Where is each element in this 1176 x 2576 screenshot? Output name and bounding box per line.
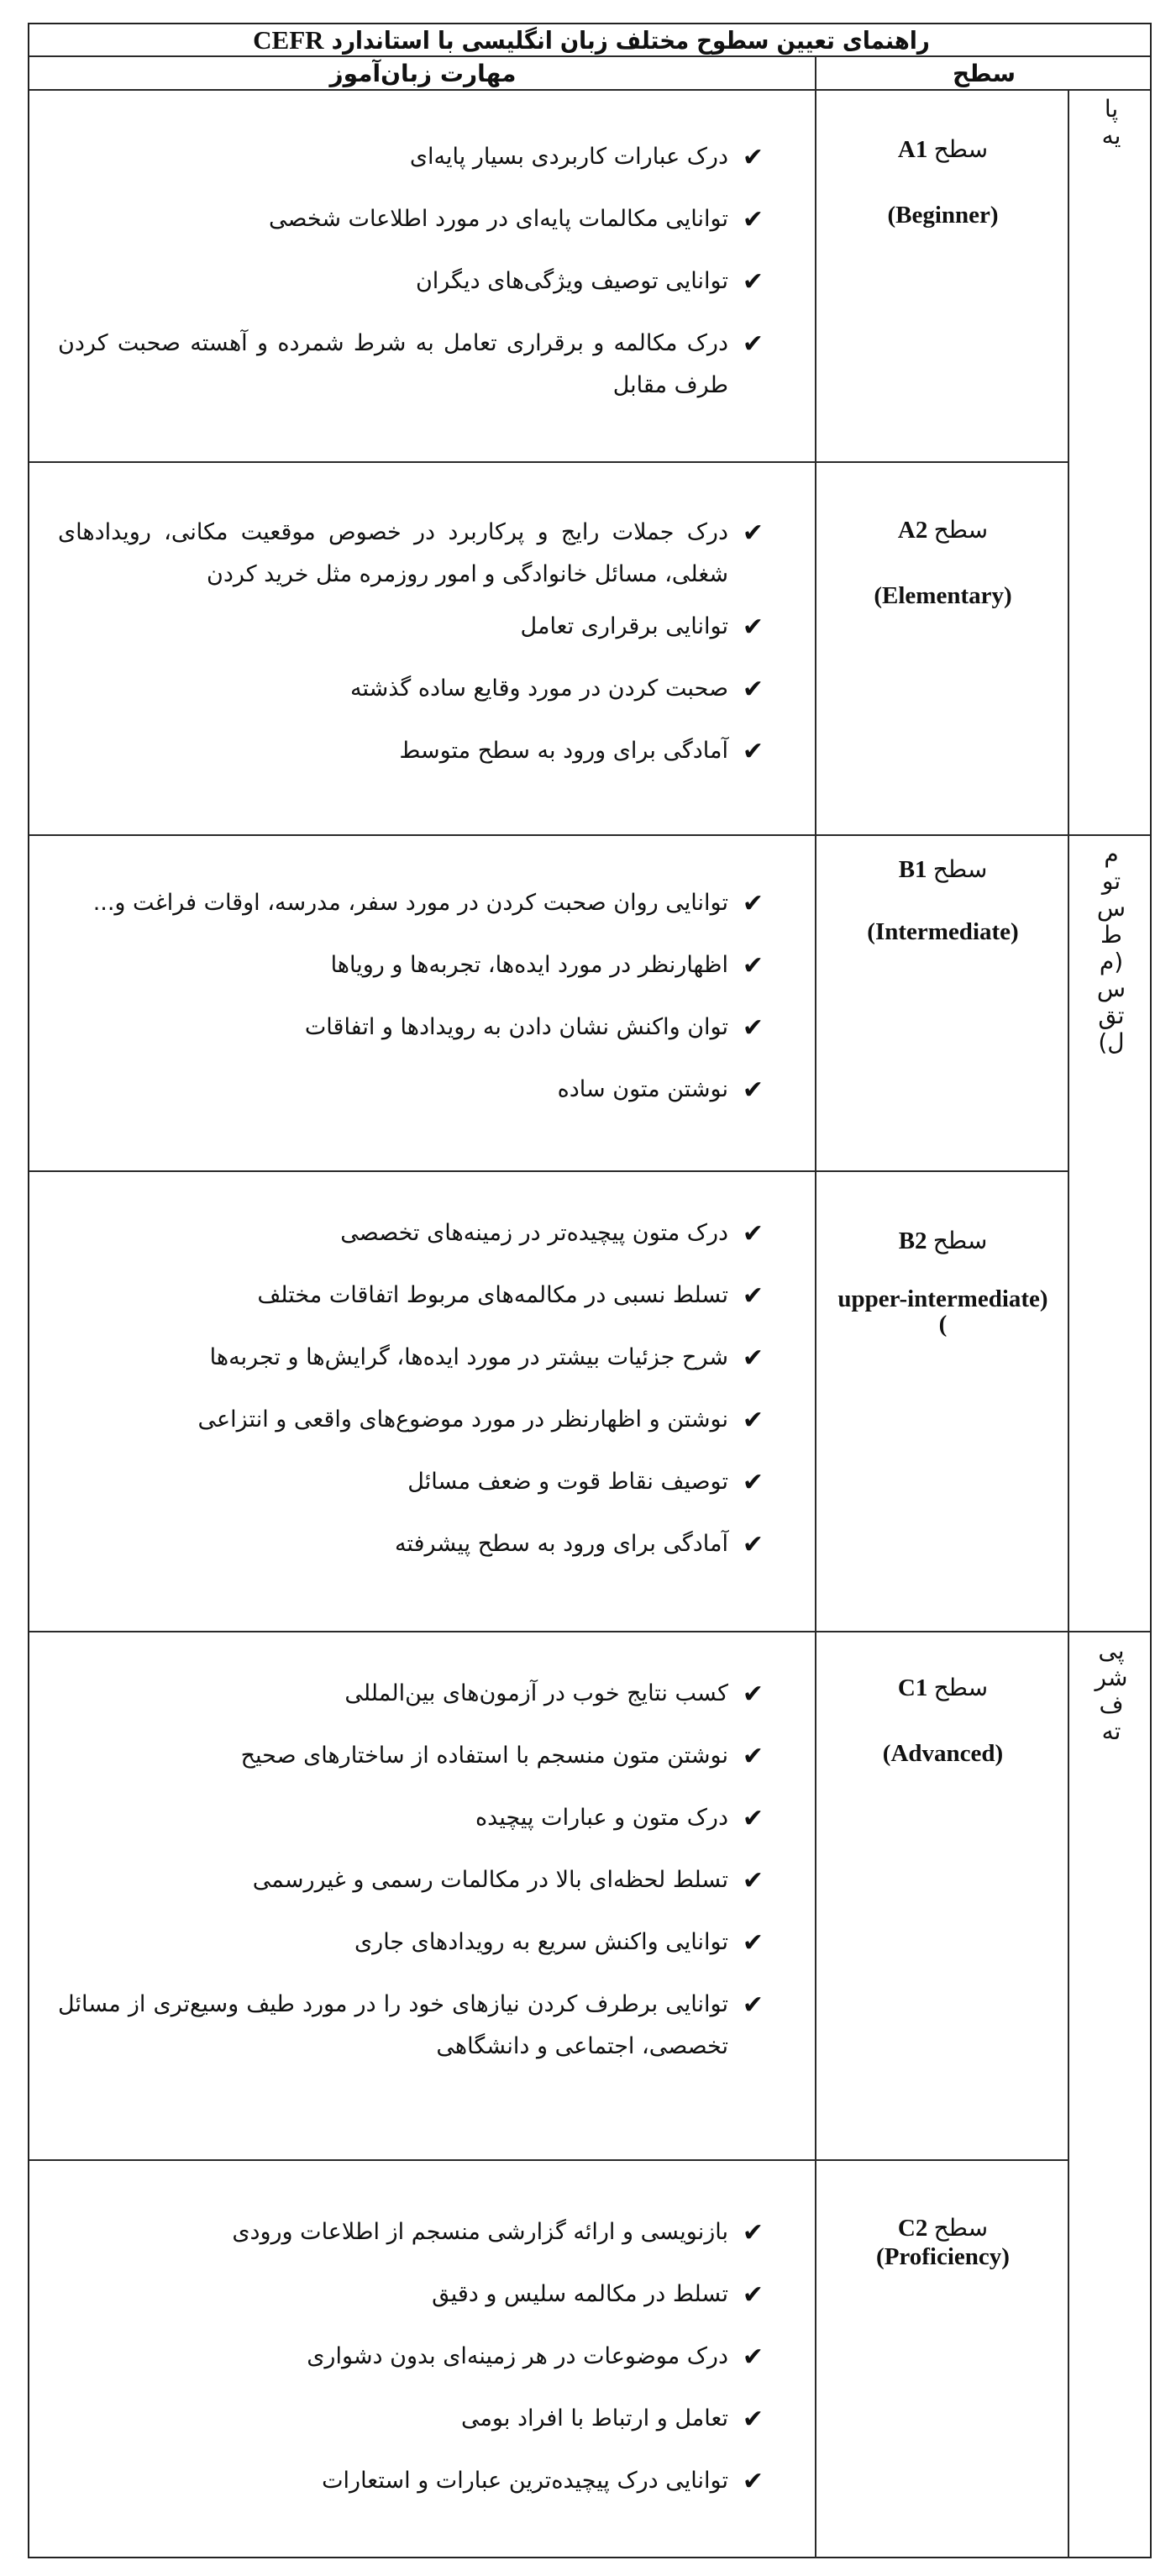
skill-item: ✔ توصیف نقاط قوت و ضعف مسائل xyxy=(58,1461,764,1503)
table-title xyxy=(29,24,1153,57)
skills-b1 xyxy=(29,836,816,1170)
level-label: سطح B1 xyxy=(898,855,988,883)
level-english: (Proficiency) xyxy=(876,2243,1010,2270)
skill-item: ✔ شرح جزئیات بیشتر در مورد ایده‌ها، گرایش‌ها و تجربه‌ها xyxy=(58,1337,764,1379)
skill-item: ✔ درک موضوعات در هر زمینه‌ای بدون دشواری xyxy=(58,2336,764,2378)
skill-item: ✔ نوشتن متون منسجم با استفاده از ساختارهای صحیح xyxy=(58,1735,764,1777)
header-skills: مهارت زبان‌آموز xyxy=(329,60,517,87)
check-icon: ✔ xyxy=(742,1406,764,1435)
check-icon: ✔ xyxy=(742,1680,764,1709)
check-icon: ✔ xyxy=(742,889,764,918)
skill-item: ✔ آمادگی برای ورود به سطح متوسط xyxy=(58,730,764,772)
skills-b2 xyxy=(29,1172,816,1631)
check-icon: ✔ xyxy=(742,1530,764,1559)
check-icon: ✔ xyxy=(742,1468,764,1497)
skills-c2 xyxy=(29,2161,816,2558)
skill-item: ✔ توانایی مکالمات پایه‌ای در مورد اطلاعات شخصی xyxy=(58,198,764,240)
skills-c1 xyxy=(29,1632,816,2159)
level-english: (Advanced) xyxy=(882,1740,1004,1767)
check-icon: ✔ xyxy=(742,1742,764,1771)
skill-item: ✔ درک متون پیچیده‌تر در زمینه‌های تخصصی xyxy=(58,1212,764,1254)
check-icon: ✔ xyxy=(742,267,764,297)
level-c1 xyxy=(816,1632,1069,2159)
skill-item: ✔ اظهارنظر در مورد ایده‌ها، تجربه‌ها و رویاها xyxy=(58,944,764,986)
level-a1 xyxy=(816,91,1069,461)
check-icon: ✔ xyxy=(742,1804,764,1833)
check-icon: ✔ xyxy=(742,1343,764,1373)
group-basic: پا یه xyxy=(1101,95,1121,150)
check-icon: ✔ xyxy=(742,1928,764,1958)
check-icon: ✔ xyxy=(742,951,764,980)
skill-item: ✔ توانایی روان صحبت کردن در مورد سفر، مدرسه، اوقات فراغت و... xyxy=(58,882,764,924)
group-advanced: پی شر ف ته xyxy=(1095,1637,1128,1745)
level-label: سطح C1 xyxy=(897,1674,989,1701)
check-icon: ✔ xyxy=(742,2405,764,2434)
skill-item: ✔ درک مکالمه و برقراری تعامل به شرط شمرده و آهسته صحبت کردن طرف مقابل xyxy=(58,323,764,407)
level-english: (Intermediate) xyxy=(867,918,1019,945)
check-icon: ✔ xyxy=(742,2218,764,2247)
check-icon: ✔ xyxy=(742,1013,764,1043)
skill-item: ✔ نوشتن متون ساده xyxy=(58,1069,764,1111)
title-cefr: CEFR xyxy=(253,25,324,55)
level-b2 xyxy=(816,1172,1069,1631)
check-icon: ✔ xyxy=(742,1990,764,2020)
skill-item: ✔ تسلط نسبی در مکالمه‌های مربوط اتفاقات مختلف xyxy=(58,1275,764,1317)
skill-item: ✔ توانایی برطرف کردن نیازهای خود را در مورد طیف وسیع‌تری از مسائل تخصصی، اجتماعی و دانشگاهی xyxy=(58,1984,764,2068)
level-label: سطح A2 xyxy=(897,516,989,544)
level-label: سطح C2 xyxy=(897,2214,989,2242)
level-english: (Beginner) xyxy=(887,202,999,229)
skill-item: ✔ توانایی واکنش سریع به رویدادهای جاری xyxy=(58,1921,764,1964)
check-icon: ✔ xyxy=(742,1075,764,1105)
level-label: سطح B2 xyxy=(898,1227,988,1254)
skill-item: ✔ آمادگی برای ورود به سطح پیشرفته xyxy=(58,1523,764,1565)
level-english: (Elementary) xyxy=(874,582,1012,609)
check-icon: ✔ xyxy=(742,1866,764,1895)
skill-item: ✔ تسلط لحظه‌ای بالا در مکالمات رسمی و غیررسمی xyxy=(58,1859,764,1901)
skill-item: ✔ تسلط در مکالمه سلیس و دقیق xyxy=(58,2274,764,2316)
check-icon: ✔ xyxy=(742,518,764,548)
skill-item: ✔ درک عبارات کاربردی بسیار پایه‌ای xyxy=(58,136,764,178)
level-b1 xyxy=(816,836,1069,1170)
check-icon: ✔ xyxy=(742,2342,764,2372)
skills-a1 xyxy=(29,91,816,461)
check-icon: ✔ xyxy=(742,612,764,642)
check-icon: ✔ xyxy=(742,1219,764,1249)
level-c2 xyxy=(816,2161,1069,2558)
check-icon: ✔ xyxy=(742,2280,764,2310)
skill-item: ✔ توانایی برقراری تعامل xyxy=(58,606,764,648)
check-icon: ✔ xyxy=(742,1281,764,1311)
header-level: سطح xyxy=(953,60,1016,87)
skill-item: ✔ بازنویسی و ارائه گزارشی منسجم از اطلاعات ورودی xyxy=(58,2211,764,2253)
skill-item: ✔ کسب نتایج خوب در آزمون‌های بین‌المللی xyxy=(58,1673,764,1715)
check-icon: ✔ xyxy=(742,143,764,172)
skill-item: ✔ درک جملات رایج و پرکاربرد در خصوص موقعیت مکانی، رویدادهای شغلی، مسائل خانوادگی و امور روزمره مثل خرید کردن xyxy=(58,512,764,596)
skill-item: ✔ درک متون و عبارات پیچیده xyxy=(58,1797,764,1839)
skills-a2 xyxy=(29,463,816,834)
level-a2 xyxy=(816,463,1069,834)
skill-item: ✔ نوشتن و اظهارنظر در مورد موضوع‌های واقعی و انتزاعی xyxy=(58,1399,764,1441)
cefr-levels-table xyxy=(28,23,1152,2558)
group-intermediate: م تو س ط (م س تق ل) xyxy=(1096,840,1126,1056)
skill-item: ✔ توانایی توصیف ویژگی‌های دیگران xyxy=(58,260,764,302)
skill-item: ✔ توان واکنش نشان دادن به رویدادها و اتفاقات xyxy=(58,1007,764,1049)
skill-item: ✔ تعامل و ارتباط با افراد بومی xyxy=(58,2398,764,2440)
level-english: upper-intermediate) xyxy=(837,1285,1048,1312)
check-icon: ✔ xyxy=(742,737,764,766)
title-text: راهنمای تعیین سطوح مختلف زبان انگلیسی با استاندارد xyxy=(331,26,930,55)
check-icon: ✔ xyxy=(742,2467,764,2496)
check-icon: ✔ xyxy=(742,205,764,234)
skill-item: ✔ صحبت کردن در مورد وقایع ساده گذشته xyxy=(58,668,764,710)
skill-item: ✔ توانایی درک پیچیده‌ترین عبارات و استعارات xyxy=(58,2460,764,2502)
level-label: سطح A1 xyxy=(897,135,989,163)
check-icon: ✔ xyxy=(742,329,764,359)
check-icon: ✔ xyxy=(742,675,764,704)
level-english-tail: ( xyxy=(938,1311,948,1338)
